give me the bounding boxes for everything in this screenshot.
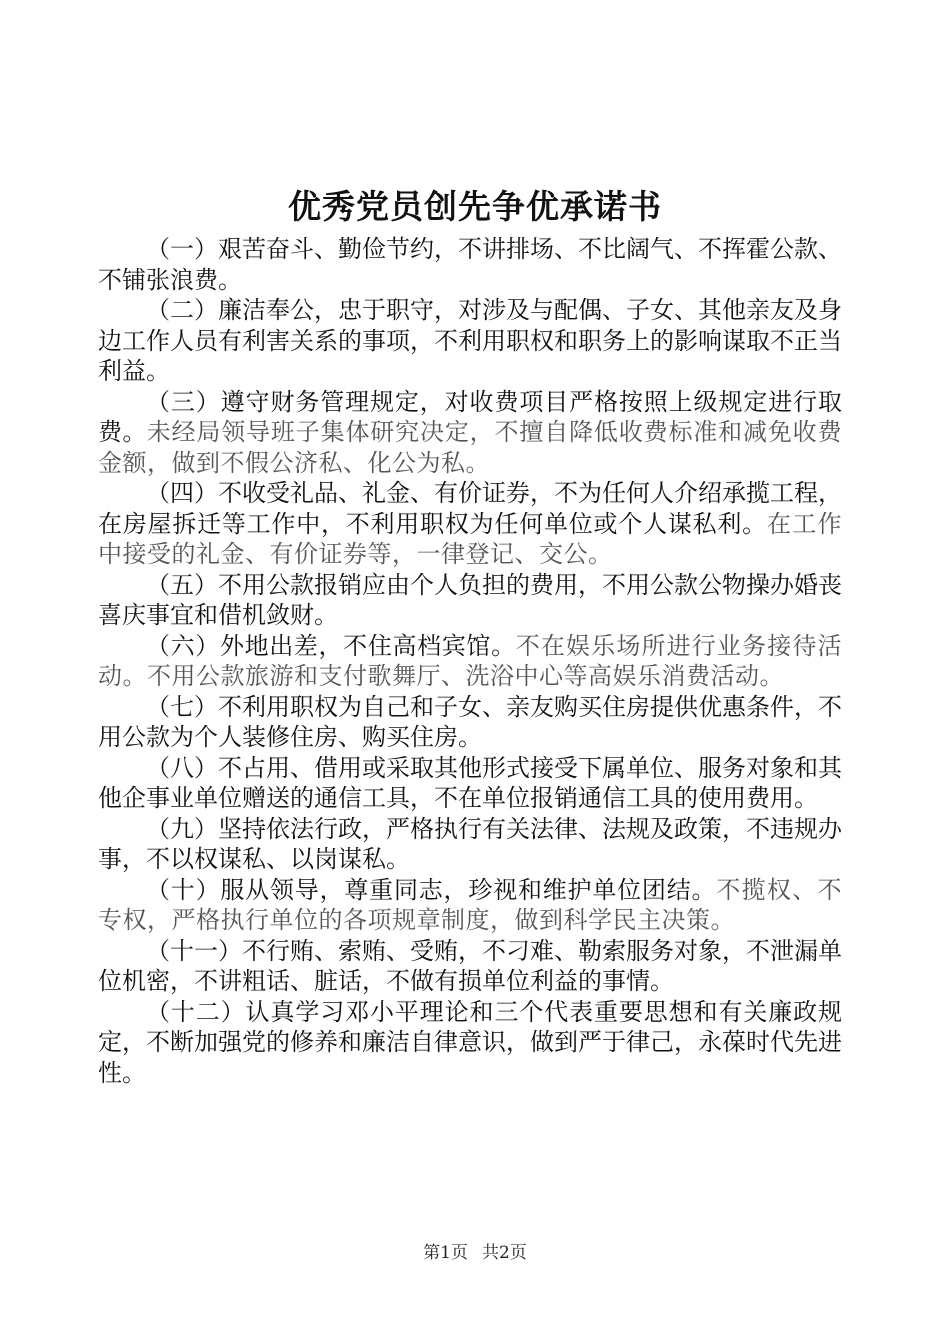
- paragraph-text: （十一）不行贿、索贿、受贿，不刁难、勒索服务对象，不泄漏单位机密，不讲粗话、脏话，不做有损单位利益的事情。: [98, 936, 842, 995]
- paragraph-7: [98, 692, 842, 753]
- paragraph-2: [98, 295, 842, 387]
- paragraph-extra-text: 未经局领导班子集体研究决定，不擅自降低收费标准和减免收费金额，做到不假公济私、化公为私。: [98, 418, 843, 477]
- page-total: 共2页: [482, 1243, 527, 1263]
- paragraph-text: （七）不利用职权为自己和子女、亲友购买住房提供优惠条件，不用公款为个人装修住房、购买住房。: [98, 692, 842, 751]
- page-number: 第1页: [423, 1243, 468, 1263]
- paragraph-8: [98, 753, 842, 814]
- paragraph-1: [98, 234, 842, 295]
- paragraph-text: （三）遵守财务管理规定，对收费项目严格按照上级规定进行取费。: [98, 387, 842, 446]
- paragraph-6: [98, 631, 842, 692]
- paragraph-extra-text: 在工作中接受的礼金、有价证券等，一律登记、交公。: [98, 509, 843, 568]
- paragraph-9: [98, 814, 842, 875]
- paragraph-text: （八）不占用、借用或采取其他形式接受下属单位、服务对象和其他企事业单位赠送的通信工具，不在单位报销通信工具的使用费用。: [98, 753, 842, 812]
- paragraph-extra-text: 不在娱乐场所进行业务接待活动。不用公款旅游和支付歌舞厅、洗浴中心等高娱乐消费活动。: [98, 631, 843, 690]
- paragraph-text: （五）不用公款报销应由个人负担的费用，不用公款公物操办婚丧喜庆事宜和借机敛财。: [98, 570, 842, 629]
- paragraph-12: [98, 997, 842, 1089]
- paragraph-text: （六）外地出差，不住高档宾馆。: [146, 631, 516, 660]
- paragraph-text: （二）廉洁奉公，忠于职守，对涉及与配偶、子女、其他亲友及身边工作人员有利害关系的事项，不利用职权和职务上的影响谋取不正当利益。: [98, 296, 842, 385]
- paragraph-text: （一）艰苦奋斗、勤俭节约，不讲排场、不比阔气、不挥霍公款、不铺张浪费。: [98, 235, 842, 294]
- document-body: [98, 234, 842, 1088]
- paragraph-extra-text: 不揽权、不专权，严格执行单位的各项规章制度，做到科学民主决策。: [98, 875, 843, 934]
- paragraph-text: （十二）认真学习邓小平理论和三个代表重要思想和有关廉政规定，不断加强党的修养和廉洁自律意识，做到严于律己，永葆时代先进性。: [98, 997, 842, 1087]
- paragraph-10: [98, 875, 842, 936]
- document-title: 优秀党员创先争优承诺书: [288, 187, 662, 226]
- paragraph-text: （九）坚持依法行政，严格执行有关法律、法规及政策，不违规办事，不以权谋私、以岗谋私。: [98, 814, 842, 873]
- paragraph-text: （四）不收受礼品、礼金、有价证券，不为任何人介绍承揽工程，在房屋拆迁等工作中，不利用职权为任何单位或个人谋私利。: [98, 479, 842, 538]
- page-footer: [0, 1241, 950, 1265]
- paragraph-5: [98, 570, 842, 631]
- paragraph-3: [98, 387, 842, 479]
- paragraph-4: [98, 478, 842, 570]
- paragraph-11: [98, 936, 842, 997]
- paragraph-text: （十）服从领导，尊重同志，珍视和维护单位团结。: [146, 875, 717, 904]
